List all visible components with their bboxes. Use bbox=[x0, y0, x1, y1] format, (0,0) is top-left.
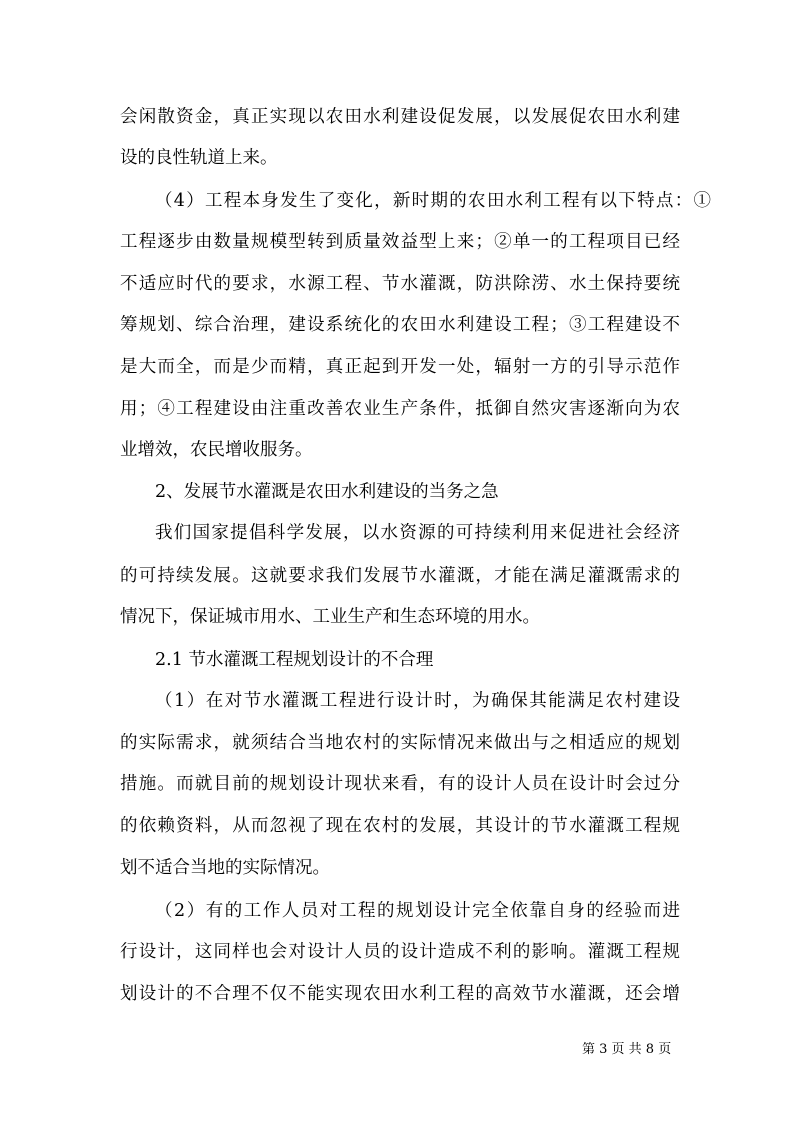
page-number: 第 3 页 共 8 页 bbox=[582, 1042, 672, 1057]
body-text-line: （1）在对节水灌溉工程进行设计时，为确保其能满足农村建设 bbox=[155, 691, 680, 711]
body-text-line: 工程逐步由数量规模型转到质量效益型上来；②单一的工程项目已经 bbox=[120, 232, 680, 252]
section-heading: 2、发展节水灌溉是农田水利建设的当务之急 bbox=[155, 482, 499, 502]
body-text-line: 行设计，这同样也会对设计人员的设计造成不利的影响。灌溉工程规 bbox=[120, 942, 680, 962]
body-text-line: 划不适合当地的实际情况。 bbox=[120, 858, 330, 878]
body-text-line: 筹规划、综合治理，建设系统化的农田水利建设工程；③工程建设不 bbox=[120, 315, 680, 335]
body-text-line: 措施。而就目前的规划设计现状来看，有的设计人员在设计时会过分 bbox=[120, 774, 680, 794]
body-text-line: 设的良性轨道上来。 bbox=[120, 148, 278, 168]
body-text-line: 的实际需求，就须结合当地农村的实际情况来做出与之相适应的规划 bbox=[120, 733, 680, 753]
body-text-line: 是大而全，而是少而精，真正起到开发一处，辐射一方的引导示范作 bbox=[120, 357, 680, 377]
body-text-line: 情况下，保证城市用水、工业生产和生态环境的用水。 bbox=[120, 607, 540, 627]
body-text-line: 会闲散资金，真正实现以农田水利建设促发展，以发展促农田水利建 bbox=[120, 107, 680, 127]
body-text-line: 业增效，农民增收服务。 bbox=[120, 440, 313, 460]
subsection-heading: 2.1 节水灌溉工程规划设计的不合理 bbox=[155, 650, 434, 670]
body-text-line: 我们国家提倡科学发展，以水资源的可持续利用来促进社会经济 bbox=[155, 523, 680, 543]
body-text-line: （2）有的工作人员对工程的规划设计完全依靠自身的经验而进 bbox=[155, 901, 680, 921]
body-text-line: 用；④工程建设由注重改善农业生产条件，抵御自然灾害逐渐向为农 bbox=[120, 399, 680, 419]
body-text-line: （4）工程本身发生了变化，新时期的农田水利工程有以下特点：① bbox=[155, 191, 711, 211]
body-text-line: 的可持续发展。这就要求我们发展节水灌溉，才能在满足灌溉需求的 bbox=[120, 566, 680, 586]
body-text-line: 划设计的不合理不仅不能实现农田水利工程的高效节水灌溉，还会增 bbox=[120, 984, 680, 1004]
body-text-line: 不适应时代的要求，水源工程、节水灌溉，防洪除涝、水土保持要统 bbox=[120, 274, 680, 294]
body-text-line: 的依赖资料，从而忽视了现在农村的发展，其设计的节水灌溉工程规 bbox=[120, 816, 680, 836]
